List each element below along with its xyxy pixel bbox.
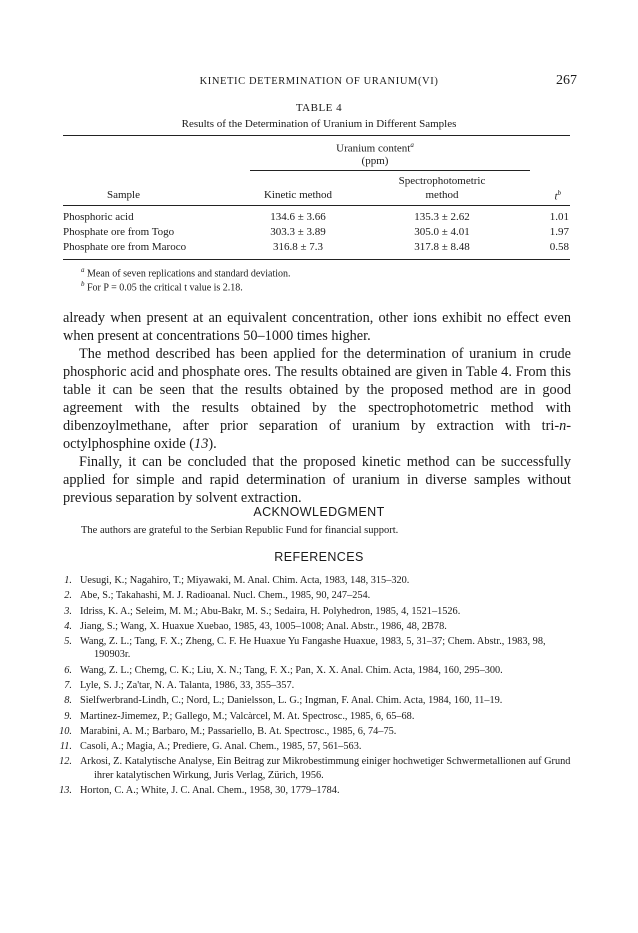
cell-spectro: 135.3 ± 2.62	[414, 211, 470, 223]
ref-text: Jiang, S.; Wang, X. Huaxue Xuebao, 1985, 43, 1005–1008; Anal. Abstr., 1986, 48, 2B78.	[80, 620, 447, 632]
ref-number: 3.	[64, 605, 72, 617]
ref-text: Arkosi, Z. Katalytische Analyse, Ein Beitrag zur Mikrobestimmung einiger hochwetiger Schwermetallionen auf Grund ihrer katalytischen Wirkung, Juris Verlag, Zürich, 1956.	[80, 756, 571, 781]
cell-spectro: 317.8 ± 8.48	[414, 241, 470, 253]
paragraph-3: Finally, it can be concluded that the proposed kinetic method can be successfully applied for simple and rapid determination of uranium in diverse samples without previous separation by solvent extraction.	[63, 454, 571, 506]
ref-text: Idriss, K. A.; Seleim, M. M.; Abu-Bakr, M. S.; Sedaira, H. Polyhedron, 1985, 4, 1521–1526.	[80, 605, 461, 617]
ref-text: Sielfwerbrand-Lindh, C.; Nord, L.; Danielsson, L. G.; Ingman, F. Anal. Chim. Acta, 1984, 160, 11–19.	[80, 695, 503, 707]
ref-number: 13.	[59, 784, 72, 796]
acknowledgment-heading: ACKNOWLEDGMENT	[253, 505, 385, 519]
references-list	[54, 574, 584, 799]
col-header-t-note: b	[557, 189, 561, 197]
cell-t: 1.01	[549, 211, 569, 223]
col-header-spectro-line1: Spectrophotometric	[398, 175, 486, 187]
group-header-note: a	[410, 141, 414, 149]
ref-number: 9.	[64, 710, 72, 722]
list-item	[54, 694, 584, 707]
list-item	[54, 605, 584, 618]
col-header-spectro-line2: method	[425, 189, 459, 201]
table-top-rule	[63, 135, 570, 136]
footnote-b	[81, 280, 243, 293]
body-text	[63, 309, 571, 507]
list-item	[54, 574, 584, 587]
references-heading: REFERENCES	[274, 550, 364, 564]
ref-text: Horton, C. A.; White, J. C. Anal. Chem., 1958, 30, 1779–1784.	[80, 784, 340, 796]
list-item	[54, 589, 584, 602]
ref-number: 12.	[59, 756, 72, 768]
cell-spectro: 305.0 ± 4.01	[414, 226, 470, 238]
col-header-t	[521, 189, 561, 203]
list-item	[54, 710, 584, 723]
header-bottom-rule	[63, 205, 570, 206]
cell-t: 1.97	[549, 226, 569, 238]
footnote-a-text: Mean of seven replications and standard deviation.	[87, 268, 291, 280]
list-item	[54, 784, 584, 797]
table-row	[0, 241, 638, 255]
list-item	[54, 620, 584, 633]
paragraph-2-part-b: -octylphosphine oxide (	[63, 418, 571, 452]
cell-kinetic: 303.3 ± 3.89	[270, 226, 326, 238]
ref-number: 2.	[64, 590, 72, 602]
paragraph-2-n: n	[559, 418, 567, 434]
paragraph-2-part-c: ).	[208, 436, 217, 452]
ref-number: 11.	[59, 741, 72, 753]
cell-t: 0.58	[549, 241, 569, 253]
table-group-unit: (ppm)	[361, 155, 389, 167]
table-caption: Results of the Determination of Uranium in Different Samples	[181, 118, 457, 130]
col-header-t-symbol: t	[554, 190, 558, 203]
ref-text: Wang, Z. L.; Tang, F. X.; Zheng, C. F. He Huaxue Yu Fangashe Huaxue, 1983, 5, 31–37; Chem. Abstr., 1983, 98, 190903r.	[80, 636, 546, 661]
cell-kinetic: 316.8 ± 7.3	[272, 241, 324, 253]
group-header-text: Uranium content	[336, 142, 411, 155]
footnote-a	[81, 266, 291, 279]
paragraph-2-citation: 13	[194, 436, 209, 452]
list-item	[54, 664, 584, 677]
ref-text: Abe, S.; Takahashi, M. J. Radioanal. Nucl. Chem., 1985, 90, 247–254.	[80, 590, 371, 602]
footnote-a-mark: a	[81, 266, 85, 274]
cell-sample: Phosphate ore from Maroco	[63, 241, 187, 253]
running-head: KINETIC DETERMINATION OF URANIUM(VI)	[199, 76, 439, 87]
ref-text: Casoli, A.; Magia, A.; Prediere, G. Anal. Chem., 1985, 57, 561–563.	[80, 741, 362, 753]
ref-text: Marabini, A. M.; Barbaro, M.; Passariello, B. At. Spectrosc., 1985, 6, 74–75.	[80, 725, 397, 737]
ref-text: Wang, Z. L.; Chemg, C. K.; Liu, X. N.; Tang, F. X.; Pan, X. X. Anal. Chim. Acta, 1984, 160, 295–300.	[80, 664, 503, 676]
page-number: 267	[556, 73, 577, 88]
footnote-b-text: For P = 0.05 the critical t value is 2.18.	[87, 282, 243, 294]
col-header-kinetic: Kinetic method	[263, 189, 333, 201]
ref-number: 1.	[64, 575, 72, 586]
paragraph-1: already when present at an equivalent concentration, other ions exhibit no effect even when present at concentrations 50–1000 times higher.	[63, 310, 571, 344]
acknowledgment-text: The authors are grateful to the Serbian Republic Fund for financial support.	[81, 525, 399, 536]
ref-number: 5.	[64, 636, 72, 648]
paragraph-2-part-a: The method described has been applied for the determination of uranium in crude phosphoric acid and phosphate ores. The results obtained are given in Table 4. From this table it can be seen that the results obtained by the proposed method are in good agreement with the results obtained by the spectrophotometric method with dibenzoylmethane, after prior separation of uranium by extraction with tri-	[63, 346, 571, 434]
ref-number: 6.	[64, 664, 72, 676]
table-label: TABLE 4	[295, 102, 343, 114]
ref-number: 7.	[64, 679, 72, 691]
col-header-sample: Sample	[107, 189, 140, 201]
ref-text: Lyle, S. J.; Za'tar, N. A. Talanta, 1986, 33, 355–357.	[80, 679, 295, 691]
ref-number: 8.	[64, 695, 72, 707]
cell-sample: Phosphate ore from Togo	[63, 226, 175, 238]
list-item	[54, 635, 584, 661]
list-item	[54, 725, 584, 738]
table-row	[0, 211, 638, 225]
paragraph-2	[63, 345, 571, 453]
list-item	[54, 755, 584, 781]
cell-sample: Phosphoric acid	[63, 211, 134, 223]
cell-kinetic: 134.6 ± 3.66	[270, 211, 326, 223]
ref-text: Uesugi, K.; Nagahiro, T.; Miyawaki, M. Anal. Chim. Acta, 1983, 148, 315–320.	[80, 575, 410, 586]
group-header-rule	[250, 170, 530, 171]
table-row	[0, 226, 638, 240]
footnote-b-mark: b	[81, 280, 85, 288]
ref-text: Martinez-Jimemez, P.; Gallego, M.; Valcàrcel, M. At. Spectrosc., 1985, 6, 65–68.	[80, 710, 415, 722]
list-item	[54, 679, 584, 692]
table-group-header	[290, 141, 460, 155]
list-item	[54, 740, 584, 753]
ref-number: 4.	[64, 620, 72, 632]
table-bottom-rule	[63, 259, 570, 260]
ref-number: 10.	[59, 725, 72, 737]
